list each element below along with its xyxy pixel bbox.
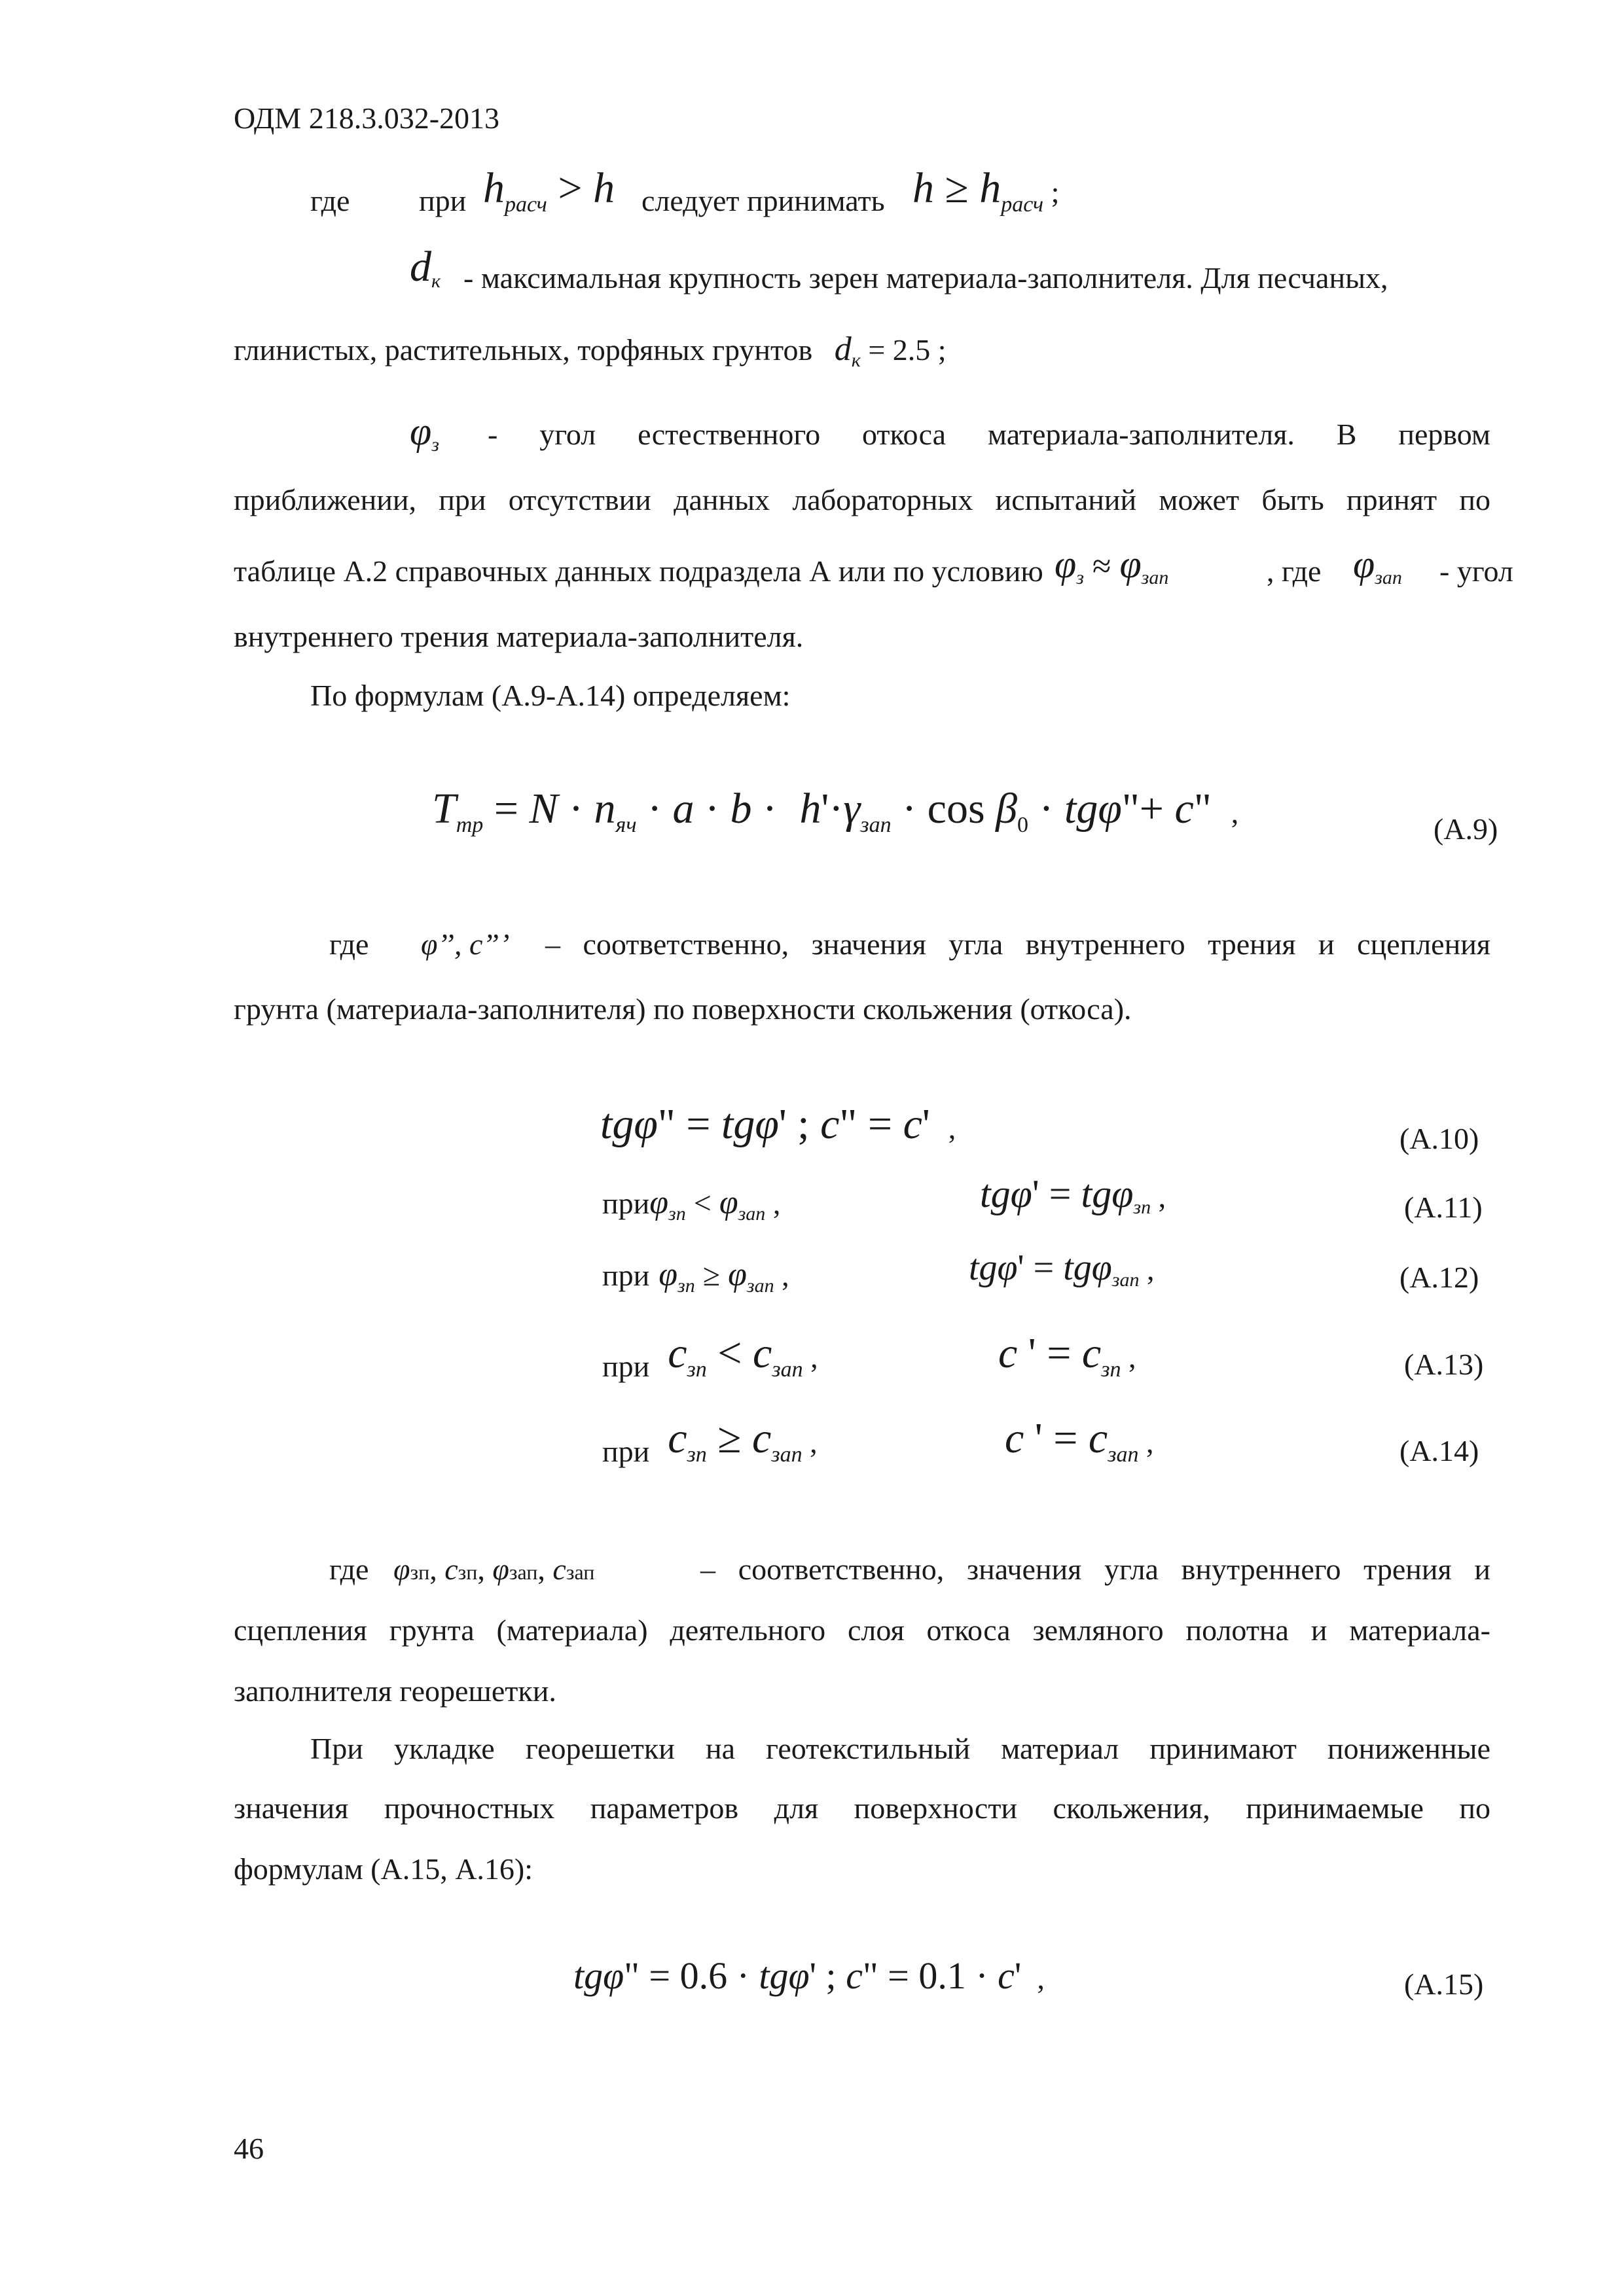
equation-a14-condition: при cзп ≥ cзап , xyxy=(602,1414,818,1468)
by-formulas-text: По формулам (А.9-А.14) определяем: xyxy=(310,679,791,712)
phi-z-cont1: приближении, при отсутствии данных лабораторных испытаний может быть принят по xyxy=(234,483,1490,516)
h-calc-inequality: hрасч > h xyxy=(483,164,615,217)
eq-label-a15: (А.15) xyxy=(1404,1967,1484,2001)
equation-a13: c ' = cзп , xyxy=(998,1329,1136,1382)
eq-label-a13: (А.13) xyxy=(1404,1348,1484,1381)
where-comma: , где xyxy=(1267,554,1322,588)
where-list-line xyxy=(329,1554,1490,1594)
phi-approx-formula: φз ≈ φзап xyxy=(1055,543,1169,588)
phi-z-cont2-end: - угол xyxy=(1439,554,1513,588)
dk-value-formula: $d_к = 2.5$ ; xyxy=(834,331,947,371)
equation-a15: tgφ" = 0.6 · tgφ' ; c" = 0.1 · c' , xyxy=(573,1954,1045,1997)
pri-word-a12: при xyxy=(602,1259,650,1292)
where-word-3: где xyxy=(329,1552,369,1586)
equation-a9: Tтр = N · nяч · a · b · h'·γзап · cos β0 · tgφ"+ c" , xyxy=(432,785,1239,837)
page-number: 46 xyxy=(234,2132,264,2165)
where-phi-c-text: – соответственно, значения угла внутреннего трения и сцепления xyxy=(545,927,1490,961)
where-word: где xyxy=(310,184,350,217)
phi-zap-symbol: φзап xyxy=(1353,543,1402,588)
phi-z-cont3: внутреннего трения материала-заполнителя. xyxy=(234,620,804,653)
eq-label-a14: (А.14) xyxy=(1399,1434,1479,1467)
phi-z-cont2-text: таблице А.2 справочных данных подраздела А или по условию xyxy=(234,554,1043,588)
where-word-2: где xyxy=(329,927,369,961)
equation-a12: tgφ' = tgφзап , xyxy=(969,1247,1155,1291)
equation-a11: tgφ' = tgφзп , xyxy=(980,1172,1166,1218)
dk-description: - максимальная крупность зерен материала-заполнителя. Для песчаных, xyxy=(463,261,1388,295)
phi-z-description: - угол естественного откоса материала-заполнителя. В первом xyxy=(488,418,1490,451)
equation-a10: tgφ" = tgφ' ; c" = c' , xyxy=(600,1100,956,1148)
pri-word-a14: при xyxy=(602,1435,650,1468)
phi-c-double-prime: φ’’, с”’ xyxy=(421,927,510,961)
equation-a14: c ' = cзап , xyxy=(1005,1414,1154,1467)
should-take-text: следует принимать xyxy=(641,184,885,217)
doc-code-header: ОДМ 218.3.032-2013 xyxy=(234,101,500,135)
where-list-desc: – соответственно, значения угла внутреннего трения и xyxy=(700,1552,1490,1586)
equation-a12-condition: при φзп ≥ φзап , xyxy=(602,1256,789,1297)
equation-a11-condition: приφзп < φзап , xyxy=(602,1184,781,1225)
where-list-symbols: φзп, сзп, φзап, сзап xyxy=(393,1552,595,1586)
equation-a13-condition: при cзп < cзап , xyxy=(602,1329,818,1383)
where-list-cont2: заполнителя георешетки. xyxy=(234,1674,556,1708)
geotextile-line2: значения прочностных параметров для поверхности скольжения, принимаемые по xyxy=(234,1791,1490,1825)
pri-word-a13: при xyxy=(602,1350,650,1383)
where-phi-c-cont: грунта (материала-заполнителя) по поверхности скольжения (откоса). xyxy=(234,992,1132,1026)
eq-label-a10: (А.10) xyxy=(1399,1122,1479,1155)
phi-z-symbol: φз xyxy=(410,410,439,456)
h-geq-inequality: h ≥ hрасч ; xyxy=(912,164,1060,217)
geotextile-line3: формулам (А.15, А.16): xyxy=(234,1852,533,1886)
eq-label-a12: (А.12) xyxy=(1399,1261,1479,1294)
dk-soils-text: глинистых, растительных, торфяных грунтов xyxy=(234,333,813,367)
pri-word-a11: при xyxy=(602,1187,650,1220)
eq-label-a11: (А.11) xyxy=(1404,1191,1483,1224)
dk-continuation xyxy=(234,331,947,371)
eq-label-a9: (А.9) xyxy=(1434,812,1498,846)
where-list-cont1: сцепления грунта (материала) деятельного слоя откоса земляного полотна и материала- xyxy=(234,1613,1490,1647)
where-phi-c-line xyxy=(329,929,1490,969)
pri-word: при xyxy=(419,184,467,217)
geotextile-line1: При укладке георешетки на геотекстильный материал принимают пониженные xyxy=(310,1732,1490,1765)
dk-symbol: dк xyxy=(410,243,441,292)
